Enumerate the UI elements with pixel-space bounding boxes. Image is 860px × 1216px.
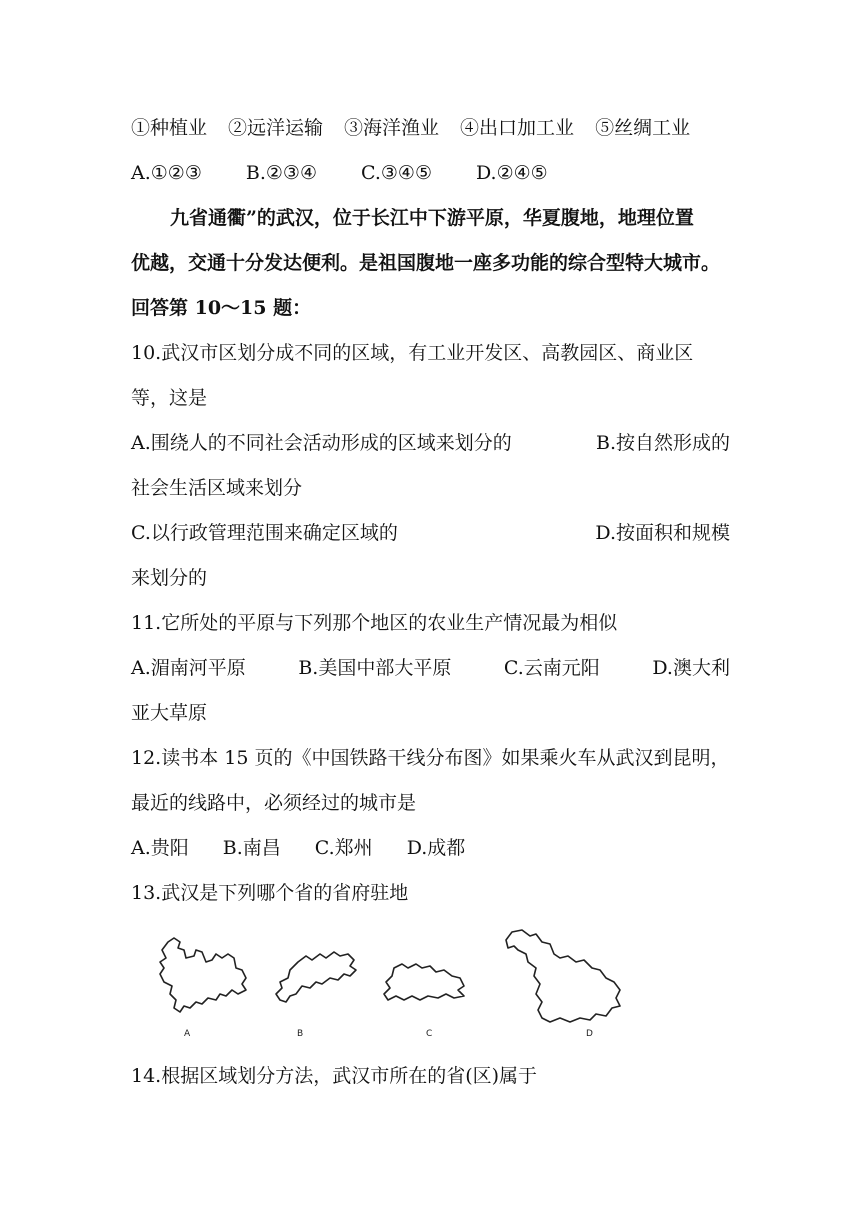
q9-choice-c: C.③④⑤ xyxy=(360,162,432,184)
map-label-b: B xyxy=(297,1029,304,1039)
q10-cd-row xyxy=(131,521,730,545)
q11-choice-a: A.湄南河平原 xyxy=(131,657,246,679)
q14-stem: 14.根据区域划分方法，武汉市所在的省(区)属于 xyxy=(131,1065,538,1087)
q11-choices xyxy=(131,656,730,680)
province-outlines-svg xyxy=(150,924,630,1044)
q13-stem: 13.武汉是下列哪个省的省府驻地 xyxy=(131,882,409,904)
options-line xyxy=(131,116,690,140)
q12-choice-d: D.成都 xyxy=(406,837,466,859)
q10-stem-1: 10.武汉市区划分成不同的区域，有工业开发区、高教园区、商业区 xyxy=(131,342,694,364)
q10-choice-b-cont: 社会生活区域来划分 xyxy=(131,477,303,499)
q9-choice-d: D.②④⑤ xyxy=(475,162,548,184)
option-4: ④出口加工业 xyxy=(460,117,575,139)
q10-stem-2: 等，这是 xyxy=(131,387,208,409)
q9-choices xyxy=(131,161,548,185)
intro-line-3: 回答第 10～15 题： xyxy=(131,297,312,319)
q10-choice-d-cont: 来划分的 xyxy=(131,567,208,589)
q12-stem-1: 12.读书本 15 页的《中国铁路干线分布图》如果乘火车从武汉到昆明， xyxy=(131,747,730,769)
intro-line-1: 九省通衢”的武汉，位于长江中下游平原，华夏腹地，地理位置 xyxy=(170,207,694,229)
option-3: ③海洋渔业 xyxy=(344,117,440,139)
q10-ab-row xyxy=(131,431,730,455)
q9-choice-a: A.①②③ xyxy=(131,162,202,184)
province-outline-d xyxy=(506,930,620,1022)
province-outline-c xyxy=(384,964,464,1000)
q10-choice-b: B.按自然形成的 xyxy=(595,432,730,454)
q10-choice-d: D.按面积和规模 xyxy=(595,522,730,544)
q10-choice-a: A.围绕人的不同社会活动形成的区域来划分的 xyxy=(131,432,512,454)
province-outline-b xyxy=(276,952,356,1002)
q11-choice-c: C.云南元阳 xyxy=(503,657,600,679)
province-outline-maps xyxy=(150,924,630,1044)
q12-choices xyxy=(131,836,465,860)
q10-choice-c: C.以行政管理范围来确定区域的 xyxy=(131,522,398,544)
province-outline-a xyxy=(160,938,246,1012)
q12-choice-c: C.郑州 xyxy=(314,837,373,859)
q12-choice-a: A.贵阳 xyxy=(131,837,189,859)
option-1: ①种植业 xyxy=(131,117,208,139)
map-label-d: D xyxy=(586,1029,593,1039)
q11-stem: 11.它所处的平原与下列那个地区的农业生产情况最为相似 xyxy=(131,612,618,634)
q12-stem-2: 最近的线路中，必须经过的城市是 xyxy=(131,792,417,814)
map-label-a: A xyxy=(184,1029,191,1039)
option-5: ⑤丝绸工业 xyxy=(595,117,691,139)
option-2: ②远洋运输 xyxy=(228,117,324,139)
q12-choice-b: B.南昌 xyxy=(222,837,281,859)
q9-choice-b: B.②③④ xyxy=(245,162,317,184)
intro-line-2: 优越，交通十分发达便利。是祖国腹地一座多功能的综合型特大城市。 xyxy=(131,252,721,274)
q11-choice-d-cont: 亚大草原 xyxy=(131,702,208,724)
q11-choice-b: B.美国中部大平原 xyxy=(298,657,452,679)
q11-choice-d: D.澳大利 xyxy=(652,657,730,679)
map-label-c: C xyxy=(426,1029,433,1039)
